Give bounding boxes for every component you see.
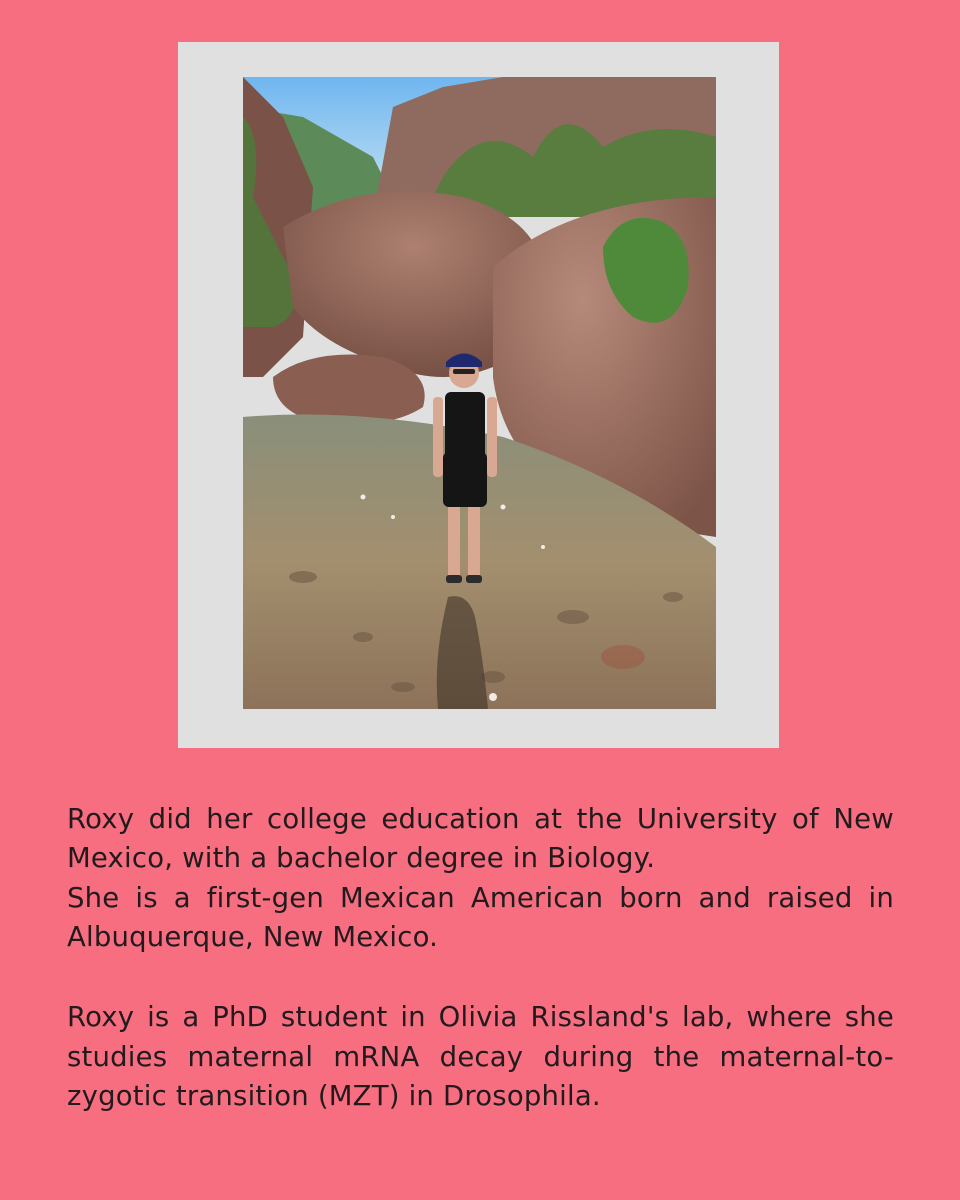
profile-photo	[243, 77, 716, 709]
bio-text	[67, 800, 894, 1116]
bio-education: Roxy did her college education at the University of New Mexico, with a bachelor degree in Biology.	[67, 803, 894, 875]
bio-origin: She is a first-gen Mexican American born and raised in Albuquerque, New Mexico.	[67, 881, 894, 953]
paragraph-gap	[67, 957, 894, 998]
bio-research: Roxy is a PhD student in Olivia Rissland's lab, where she studies maternal mRNA decay during the maternal-to-zygotic transition (MZT) in Drosophila.	[67, 1001, 894, 1112]
